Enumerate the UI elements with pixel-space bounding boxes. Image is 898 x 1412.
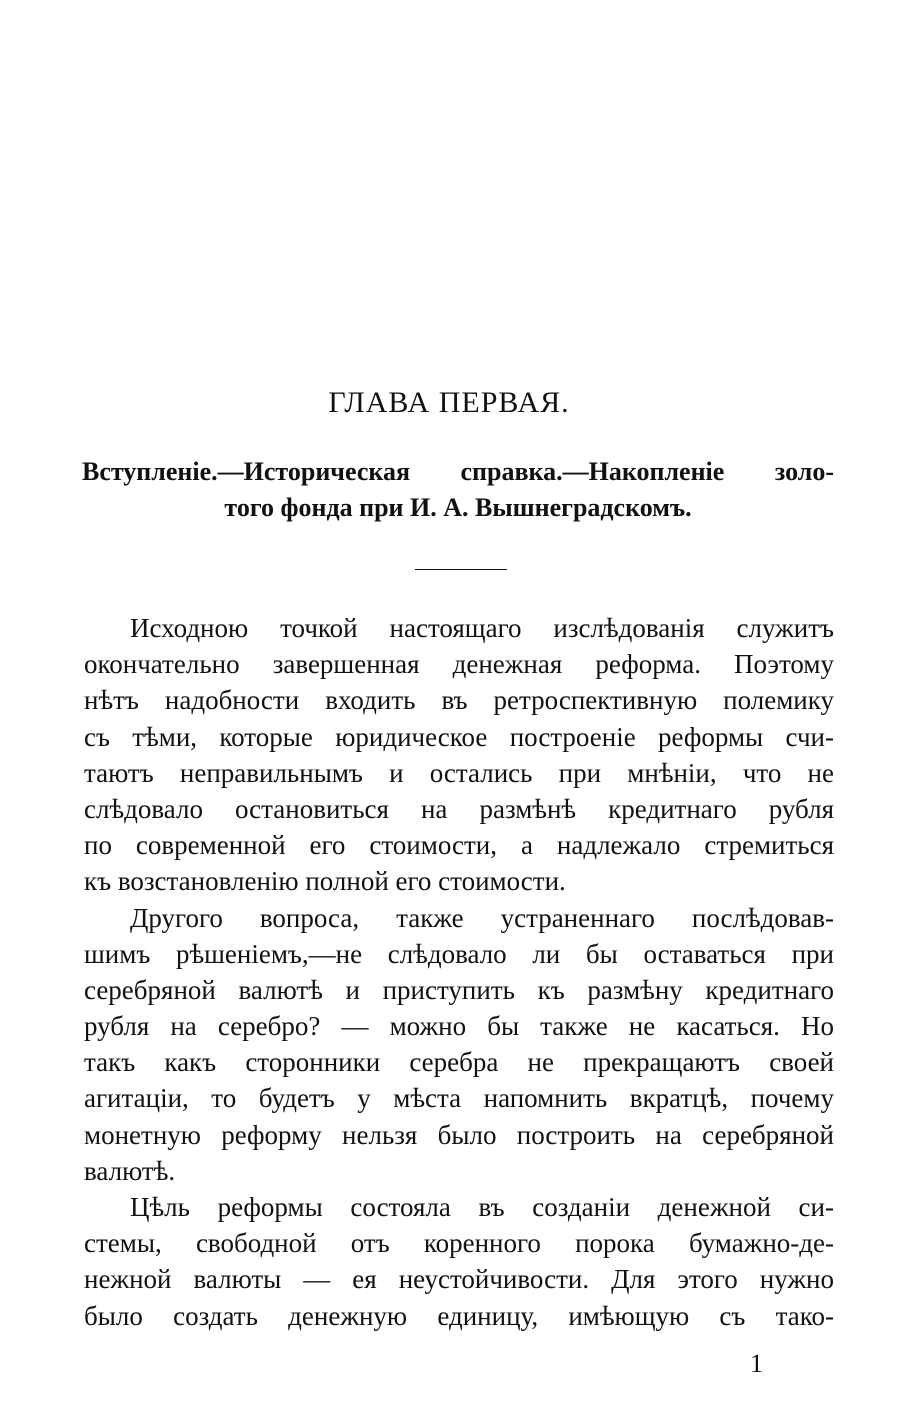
text-line: нежной валюты — ея неустойчивости. Для этого нужно [84, 1264, 834, 1295]
text-line: таютъ неправильнымъ и остались при мнѣніи, что не [84, 757, 834, 788]
chapter-subtitle [82, 454, 834, 526]
paragraph [84, 1189, 834, 1334]
text-line: нѣтъ надобности входить въ ретроспективную полемику [84, 685, 834, 716]
text-line: Цѣль реформы состояла въ созданіи денежной си- [130, 1192, 834, 1222]
text-line: агитаціи, то будетъ у мѣста напомнить вкратцѣ, почему [84, 1083, 834, 1114]
text-line: съ тѣми, которые юридическое построеніе реформы счи- [84, 721, 834, 752]
text-line: шимъ рѣшеніемъ,—не слѣдовало ли бы оставаться при [84, 938, 834, 969]
text-line: къ возстановленію полной его стоимости. [84, 866, 566, 897]
page-number: 1 [750, 1349, 763, 1378]
text-line: Исходною точкой настоящаго изслѣдованія служитъ [130, 613, 834, 643]
text-line: окончательно завершенная денежная реформа. Поэтому [84, 649, 834, 680]
text-line: стемы, свободной отъ коренного порока бумажно-де- [84, 1228, 834, 1259]
paragraph [84, 610, 834, 900]
body-text [84, 610, 834, 1334]
text-line: такъ какъ сторонники серебра не прекращаютъ своей [84, 1047, 834, 1078]
text-line: было создать денежную единицу, имѣющую съ тако- [84, 1300, 834, 1331]
text-line: по современной его стоимости, а надлежало стремиться [84, 830, 834, 861]
text-line: Другого вопроса, также устраненнаго послѣдовав- [130, 902, 834, 933]
text-line: серебряной валютѣ и приступить къ размѣну кредитнаго [84, 974, 834, 1005]
text-line: валютѣ. [84, 1155, 176, 1186]
text-line: слѣдовало остановиться на размѣнѣ кредитнаго рубля [84, 793, 834, 824]
chapter-title: ГЛАВА ПЕРВАЯ. [328, 386, 570, 419]
subtitle-line: Вступленіе.—Историческая справка.—Накопленіе золо- [82, 457, 834, 486]
text-line: рубля на серебро? — можно бы также не касаться. Но [84, 1011, 834, 1042]
subtitle-line: того фонда при И. А. Вышнеградскомъ. [224, 493, 692, 522]
section-divider [415, 569, 507, 570]
paragraph [84, 900, 834, 1190]
text-line: монетную реформу нельзя было построить на серебряной [84, 1119, 834, 1150]
